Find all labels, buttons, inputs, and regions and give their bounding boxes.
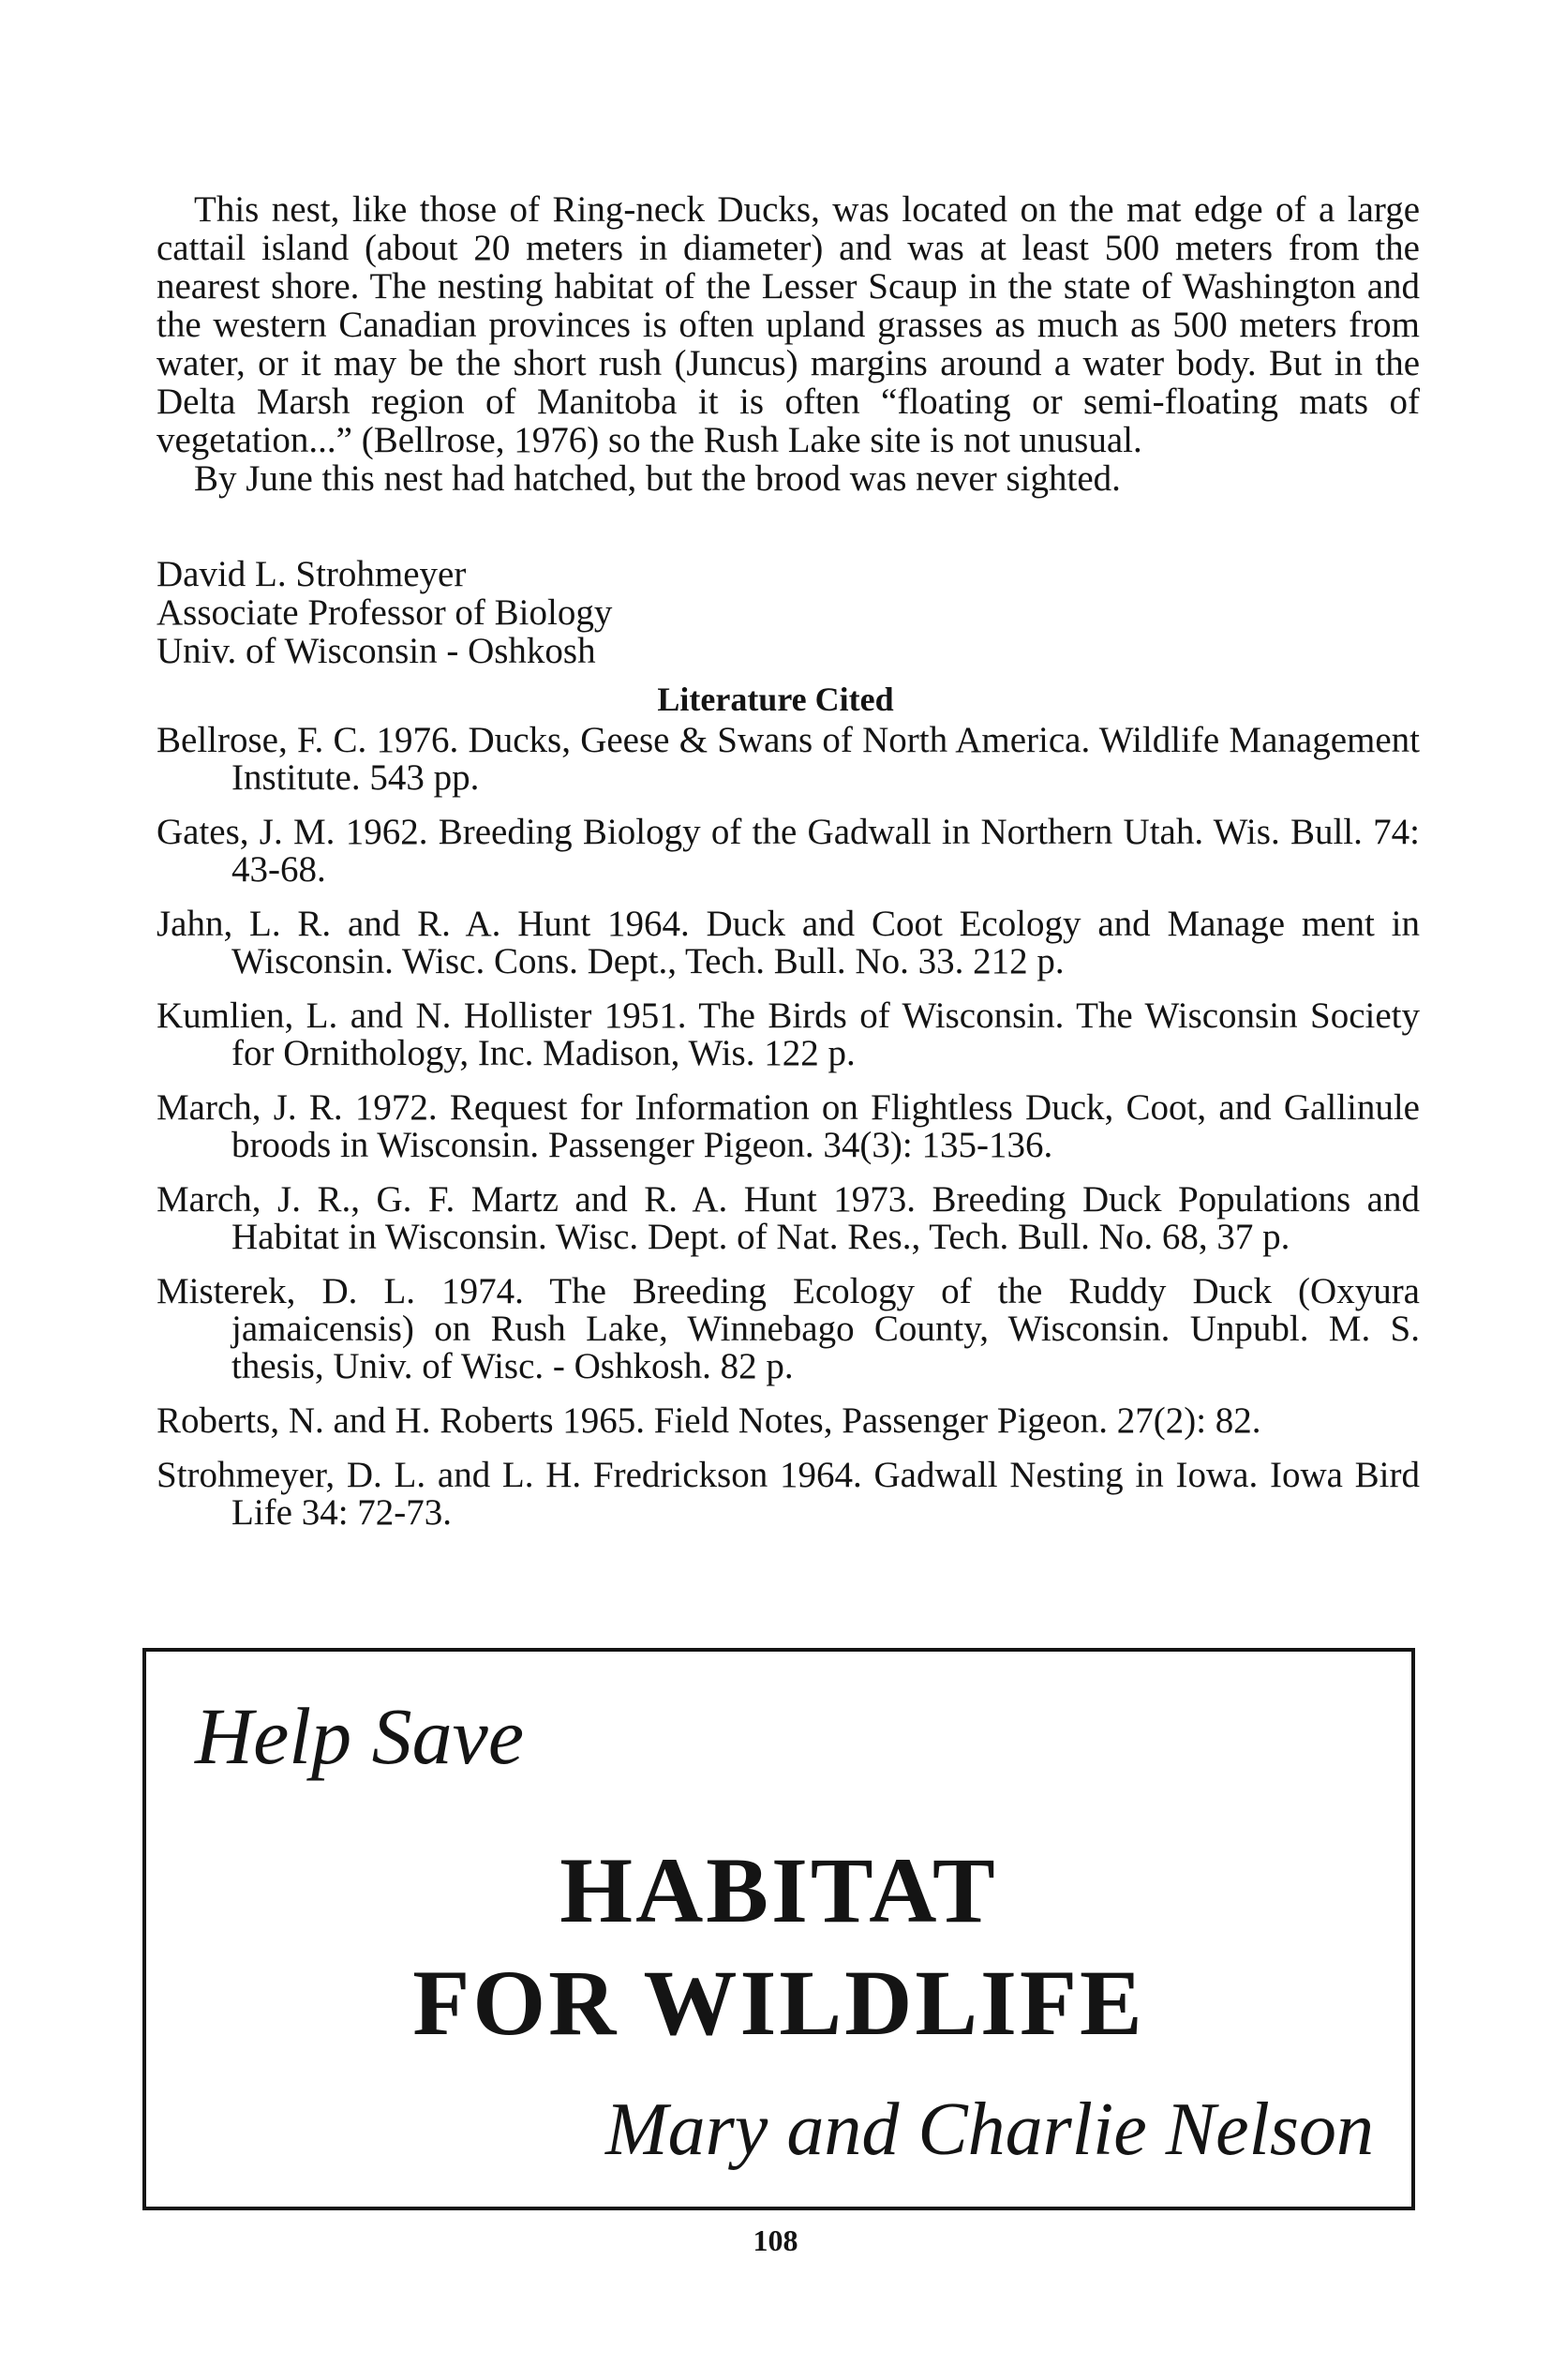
- ad-headline: Help Save: [195, 1691, 525, 1781]
- reference-item: Kumlien, L. and N. Hollister 1951. The Birds of Wisconsin. The Wisconsin Society for Ornithology, Inc. Madison, Wis. 122 p.: [157, 995, 1420, 1073]
- reference-item: Bellrose, F. C. 1976. Ducks, Geese & Swans of North America. Wildlife Management Institute. 543 pp.: [157, 720, 1420, 798]
- author-title: Associate Professor of Biology: [157, 592, 613, 633]
- reference-item: Gates, J. M. 1962. Breeding Biology of the Gadwall in Northern Utah. Wis. Bull. 74: 43-68.: [157, 812, 1420, 890]
- reference-list: [157, 722, 1420, 1549]
- reference-item: Strohmeyer, D. L. and L. H. Fredrickson 1964. Gadwall Nesting in Iowa. Iowa Bird Life 34: 72-73.: [157, 1455, 1420, 1533]
- ad-habitat-line: HABITAT: [559, 1838, 998, 1942]
- ad-signature: Mary and Charlie Nelson: [605, 2088, 1374, 2171]
- author-affiliation: Univ. of Wisconsin - Oshkosh: [157, 631, 596, 671]
- reference-item: Jahn, L. R. and R. A. Hunt 1964. Duck and Coot Ecology and Manage ment in Wisconsin. Wisc. Cons. Dept., Tech. Bull. No. 33. 212 p.: [157, 904, 1420, 981]
- reference-item: March, J. R. 1972. Request for Information on Flightless Duck, Coot, and Gallinule broods in Wisconsin. Passenger Pigeon. 34(3): 135-136.: [157, 1087, 1420, 1165]
- article-paragraph-2: By June this nest had hatched, but the brood was never sighted.: [194, 458, 1121, 499]
- reference-item: Roberts, N. and H. Roberts 1965. Field Notes, Passenger Pigeon. 27(2): 82.: [157, 1400, 1261, 1441]
- author-signature: [157, 555, 612, 670]
- author-name: David L. Strohmeyer: [157, 554, 467, 594]
- reference-item: Misterek, D. L. 1974. The Breeding Ecology of the Ruddy Duck (Oxyura jamaicensis) on Rush Lake, Winnebago County, Wisconsin. Unpubl. M. S. thesis, Univ. of Wisc. - Oshkosh. 82 p.: [157, 1271, 1420, 1386]
- advertisement-box: [142, 1648, 1415, 2210]
- page-number: 108: [753, 2223, 798, 2257]
- literature-cited-heading: Literature Cited: [657, 681, 894, 718]
- article-paragraph-1: This nest, like those of Ring-neck Ducks, was located on the mat edge of a large cattail island (about 20 meters in diameter) and was at least 500 meters from the nearest shore. The nesting habitat of the Lesser Scaup in the state of Washington and the western Canadian provinces is often upland grasses as much as 500 meters from water, or it may be the short rush (Juncus) margins around a water body. But in the Delta Marsh region of Manitoba it is often “floating or semi-floating mats of vegetation...” (Bellrose, 1976) so the Rush Lake site is not unusual.: [157, 189, 1420, 460]
- ad-wildlife-line: FOR WILDLIFE: [412, 1951, 1145, 2055]
- reference-item: March, J. R., G. F. Martz and R. A. Hunt 1973. Breeding Duck Populations and Habitat in Wisconsin. Wisc. Dept. of Nat. Res., Tech. Bull. No. 68, 37 p.: [157, 1179, 1420, 1257]
- article-body: [157, 190, 1420, 498]
